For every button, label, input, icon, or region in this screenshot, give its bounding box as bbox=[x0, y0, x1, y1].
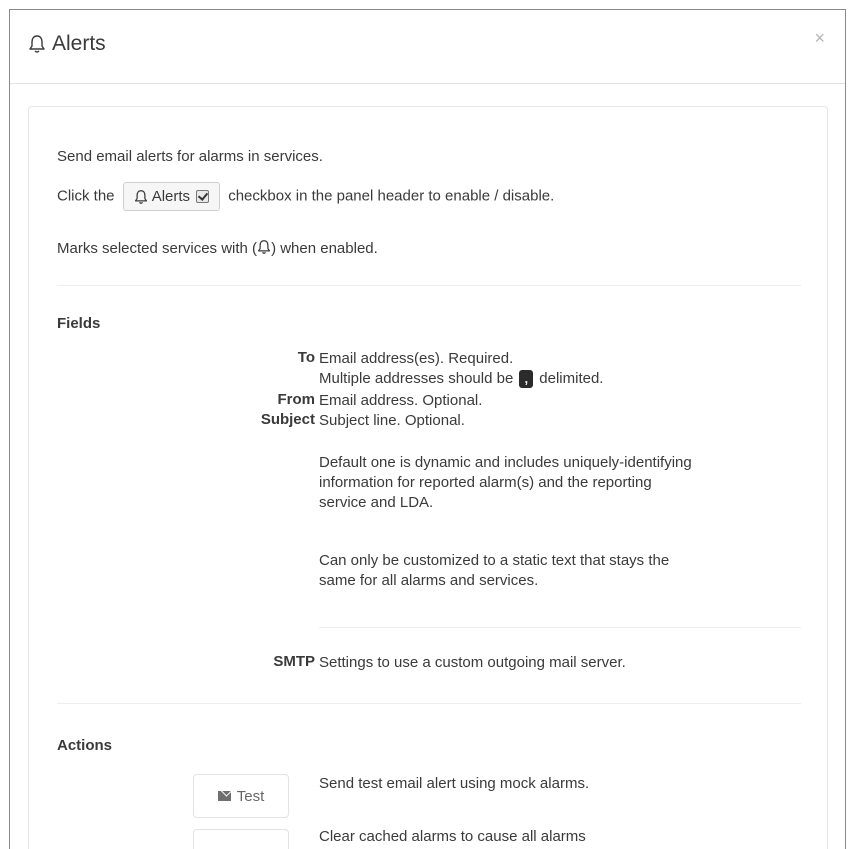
field-desc-smtp: Settings to use a custom outgoing mail server. bbox=[319, 654, 626, 671]
field-desc-from: Email address. Optional. bbox=[319, 392, 483, 409]
subject-note-custom bbox=[319, 551, 669, 591]
alerts-modal bbox=[9, 9, 846, 849]
divider bbox=[57, 703, 801, 704]
intro-text-2-prefix: Click the bbox=[57, 187, 115, 205]
field-desc-subject: Subject line. Optional. bbox=[319, 412, 465, 429]
bell-icon bbox=[134, 189, 148, 205]
envelope-icon bbox=[218, 791, 231, 801]
subject-note-default-line3: service and LDA. bbox=[319, 494, 434, 511]
field-desc-to-line2-suffix: delimited. bbox=[539, 370, 604, 387]
field-desc-to bbox=[319, 349, 603, 389]
bell-icon bbox=[28, 34, 46, 54]
fields-heading: Fields bbox=[57, 315, 101, 332]
field-label-from: From bbox=[277, 391, 315, 408]
test-button[interactable] bbox=[193, 774, 289, 818]
modal-title-text: Alerts bbox=[52, 32, 106, 55]
subject-note-default-line1: Default one is dynamic and includes uniquely-identifying bbox=[319, 454, 692, 471]
subject-note-custom-line1: Can only be customized to a static text that stays the bbox=[319, 552, 670, 569]
checkbox-icon bbox=[196, 190, 209, 203]
close-button[interactable]: × bbox=[814, 28, 825, 48]
comma-key: , bbox=[519, 370, 533, 388]
action-desc-clear: Clear cached alarms to cause all alarms bbox=[319, 828, 586, 845]
field-label-to: To bbox=[297, 349, 315, 366]
bell-icon bbox=[257, 239, 271, 259]
subject-note-custom-line2: same for all alarms and services. bbox=[319, 572, 539, 589]
field-label-smtp: SMTP bbox=[273, 653, 315, 670]
intro-text-1: Send email alerts for alarms in services. bbox=[57, 148, 323, 165]
alerts-toggle-example bbox=[123, 182, 220, 211]
actions-heading: Actions bbox=[57, 737, 113, 754]
modal-header bbox=[10, 10, 845, 84]
alerts-toggle-label: Alerts bbox=[151, 188, 191, 205]
test-button-label: Test bbox=[236, 787, 265, 805]
intro-text-2-suffix: checkbox in the panel header to enable / disable. bbox=[228, 187, 555, 205]
field-desc-to-line2-prefix: Multiple addresses should be bbox=[319, 370, 514, 387]
field-label-subject: Subject bbox=[260, 411, 315, 428]
help-panel bbox=[28, 106, 828, 849]
field-desc-to-line2 bbox=[319, 369, 603, 389]
intro-text-3 bbox=[57, 239, 378, 259]
intro-text-3-suffix: ) when enabled. bbox=[271, 240, 378, 257]
action-desc-test: Send test email alert using mock alarms. bbox=[319, 775, 590, 792]
divider bbox=[57, 285, 801, 286]
subject-note-default-line2: information for reported alarm(s) and the reporting bbox=[319, 474, 652, 491]
field-desc-to-line1: Email address(es). Required. bbox=[319, 350, 514, 367]
subject-note-default bbox=[319, 453, 692, 513]
clear-button[interactable] bbox=[193, 829, 289, 849]
intro-text-3-prefix: Marks selected services with ( bbox=[57, 240, 258, 257]
intro-text-2 bbox=[57, 182, 554, 211]
modal-title bbox=[28, 32, 106, 56]
divider bbox=[319, 627, 801, 628]
